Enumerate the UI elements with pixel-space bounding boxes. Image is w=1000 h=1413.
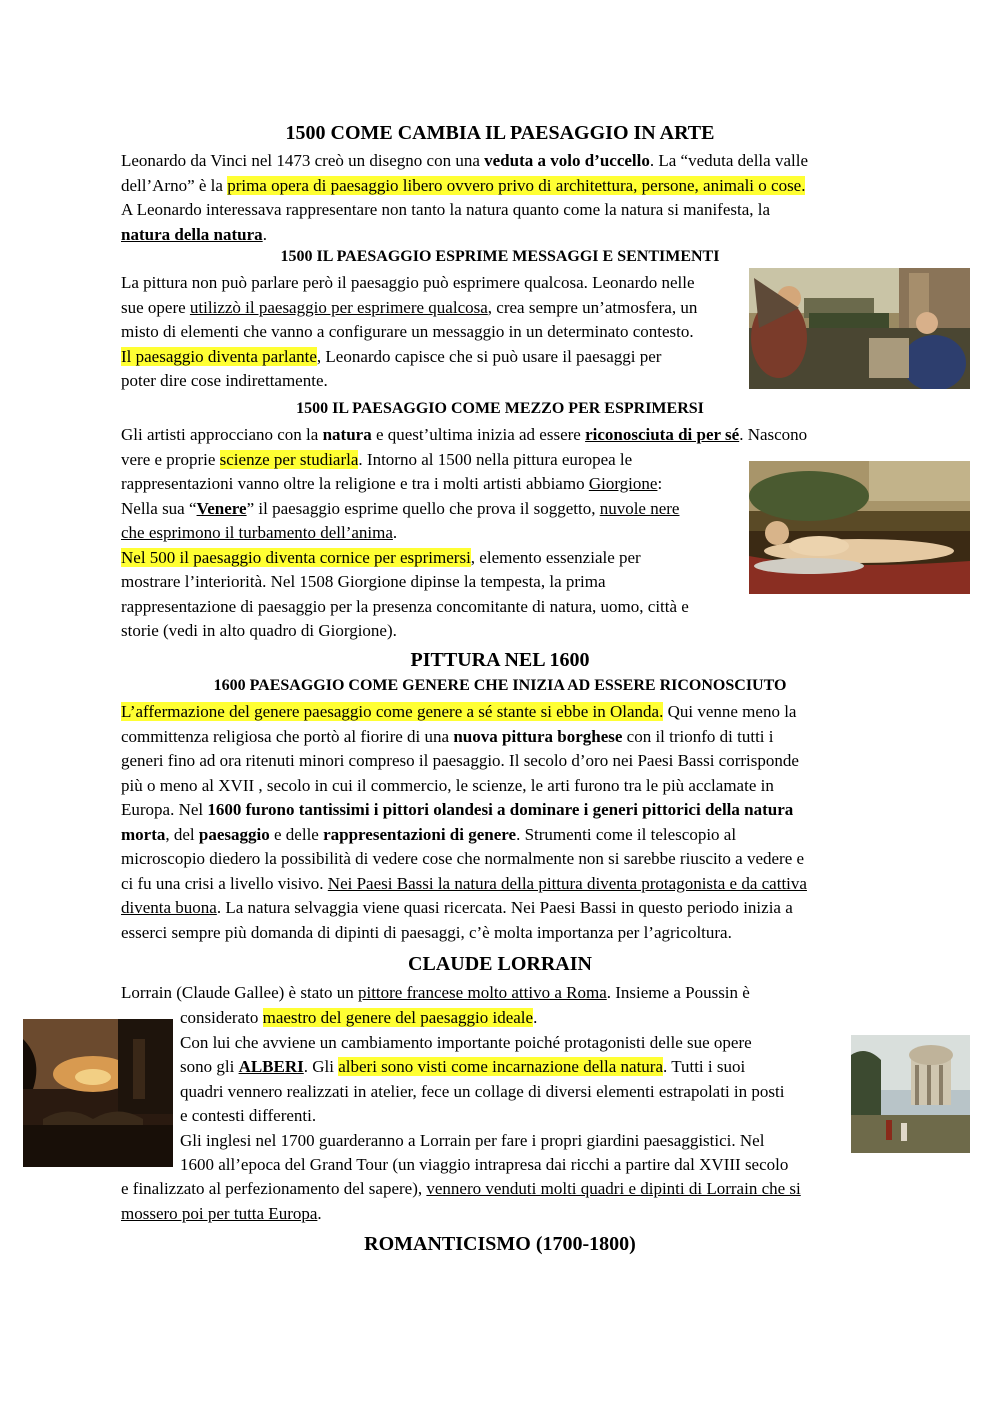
section-title-romanticismo: ROMANTICISMO (1700-1800) xyxy=(364,1233,636,1255)
paragraph-giorgione: Gli artisti approcciano con la natura e quest’ultima inizia ad essere riconosciuta di per sé. Nascono vere e proprie scienze per studiarla. Intorno al 1500 nella pittura europea le rappresentazioni vanno oltre la religione e tra i molti artisti abbiamo Giorgione: Nella sua “Venere” il paesaggio esprime quello che prova il soggetto, nuvole nere che esprimono il turbamento dell’anima. Nel 500 il paesaggio diventa cornice per esprimersi, elemento essenziale per mostrare l’interiorità. Nel 1508 Giorgione dipinse la tempesta, la prima rappresentazione di paesaggio per la presenza concomitante di natura, uomo, città e storie (vedi in alto quadro di Giorgione). xyxy=(121,425,808,640)
subheading-esprimersi: 1500 IL PAESAGGIO COME MEZZO PER ESPRIMERSI xyxy=(296,400,704,417)
highlighted-text: scienze per studiarla xyxy=(219,449,359,469)
highlighted-text: Il paesaggio diventa parlante xyxy=(121,346,317,366)
paragraph-lorrain-end: e finalizzato al perfezionamento del sapere), vennero venduti molti quadri e dipinti di Lorrain che si mossero poi per tutta Europa. xyxy=(121,1179,801,1223)
paragraph-olanda: L’affermazione del genere paesaggio come genere a sé stante si ebbe in Olanda. Qui venne meno la committenza religiosa che portò al fiorire di una nuova pittura borghese con il trionfo di tutti i generi fino ad ora ritenuti minori compreso il paesaggio. Il secolo d’oro nei Paesi Bassi corrisponde più o meno al XVII , secolo in cui il commercio, le scienze, le arti furono tra le più acclamate in Europa. Nel 1600 furono tantissimi i pittori olandesi a dominare i generi pittorici della natura morta, del paesaggio e delle rappresentazioni di genere. Strumenti come il telescopio al microscopio diedero la possibilità di vedere cose che normalmente non si sarebbe riuscito a vedere e ci fu una crisi a livello visivo. Nei Paesi Bassi la natura della pittura diventa protagonista e da cattiva diventa buona. La natura selvaggia viene quasi ricercata. Nei Paesi Bassi in questo periodo inizia a esserci sempre più domanda di dipinti di paesaggi, c’è molta importanza per l’agricoltura. xyxy=(121,702,807,942)
section-title-1500: 1500 COME CAMBIA IL PAESAGGIO IN ARTE xyxy=(285,122,715,144)
highlighted-text: prima opera di paesaggio libero ovvero privo di architettura, persone, animali o cose. xyxy=(227,175,806,195)
subheading-messaggi: 1500 IL PAESAGGIO ESPRIME MESSAGGI E SENTIMENTI xyxy=(280,248,720,265)
paragraph-lorrain-intro: Lorrain (Claude Gallee) è stato un pittore francese molto attivo a Roma. Insieme a Poussin è xyxy=(121,983,750,1002)
annunciation-painting-image xyxy=(749,268,970,389)
section-title-lorrain: CLAUDE LORRAIN xyxy=(408,953,592,975)
section-title-1600: PITTURA NEL 1600 xyxy=(410,649,590,671)
highlighted-text: maestro del genere del paesaggio ideale xyxy=(262,1008,534,1027)
venere-painting-image xyxy=(749,461,970,594)
subheading-genere: 1600 PAESAGGIO COME GENERE CHE INIZIA AD ESSERE RICONOSCIUTO xyxy=(213,677,787,694)
highlighted-text: alberi sono visti come incarnazione della natura xyxy=(338,1057,663,1076)
lorrain-temple-painting-image xyxy=(851,1035,970,1153)
paragraph-lorrain-wrapped: considerato maestro del genere del paesaggio ideale. Con lui che avviene un cambiamento importante poiché protagonisti delle sue opere sono gli ALBERI. Gli alberi sono visti come incarnazione della natura. Tutti i suoi quadri vennero realizzati in atelier, fece un collage di diversi elementi estrapolati in posti e contesti differenti. Gli inglesi nel 1700 guarderanno a Lorrain per fare i propri giardini paesaggistici. Nel 1600 all’epoca del Grand Tour (un viaggio intrapresa dai ricchi a partire dal XVIII secolo xyxy=(180,1008,789,1174)
lorrain-sunset-painting-image xyxy=(23,1019,173,1167)
highlighted-text: L’affermazione del genere paesaggio come genere a sé stante si ebbe in Olanda. xyxy=(121,702,664,721)
highlighted-text: Nel 500 il paesaggio diventa cornice per esprimersi xyxy=(121,547,471,567)
paragraph-leonardo: La pittura non può parlare però il paesaggio può esprimere qualcosa. Leonardo nelle sue opere utilizzò il paesaggio per esprimere qualcosa, crea sempre un’atmosfera, un misto di elementi che vanno a configurare un messaggio in un determinato contesto. Il paesaggio diventa parlante, Leonardo capisce che si può usare il paesaggi per poter dire cose indirettamente. xyxy=(121,273,698,390)
intro-paragraph: Leonardo da Vinci nel 1473 creò un disegno con una veduta a volo d’uccello. La “veduta della valle dell’Arno” è la prima opera di paesaggio libero ovvero privo di architettura, persone, animali o cose. A Leonardo interessava rappresentare non tanto la natura quanto come la natura si manifesta, la natura della natura. xyxy=(121,151,808,244)
